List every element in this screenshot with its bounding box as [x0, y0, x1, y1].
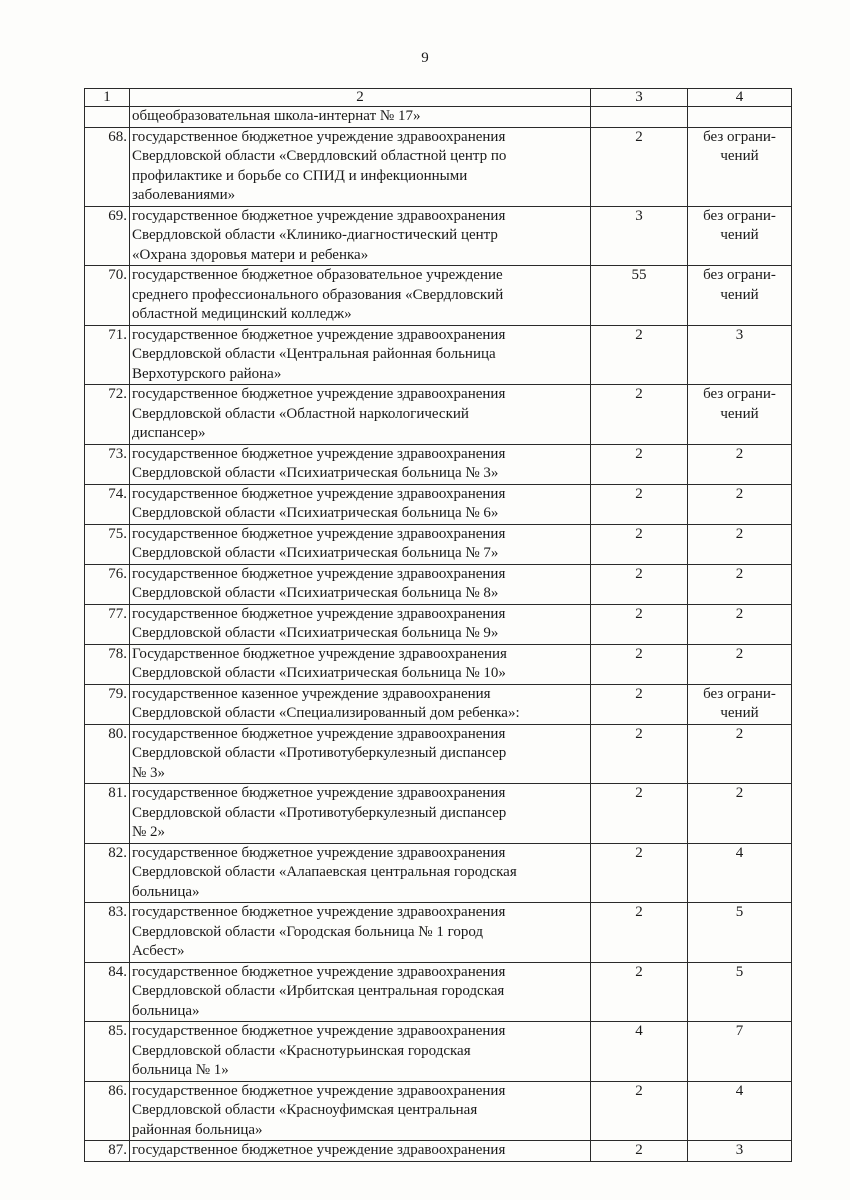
column-3-value: 2	[635, 844, 643, 861]
institution-name-cell	[130, 325, 591, 385]
row-number-cell: 76.	[85, 564, 130, 604]
institution-name-line: Свердловской области «Клинико-диагностический центр	[132, 227, 498, 243]
institution-name-line: Свердловской области «Психиатрическая больница № 3»	[132, 465, 499, 481]
column-3-cell	[591, 903, 688, 963]
table-row	[85, 604, 792, 644]
table-row	[85, 724, 792, 784]
row-number-cell: 69.	[85, 206, 130, 266]
institution-name-cell	[130, 127, 591, 206]
institution-name-line: больница № 1»	[132, 1062, 229, 1078]
row-number-cell: 74.	[85, 484, 130, 524]
table-row	[85, 644, 792, 684]
table-row	[85, 206, 792, 266]
table-row	[85, 564, 792, 604]
institution-name-line: среднего профессионального образования «Свердловский	[132, 286, 504, 303]
institution-name-line: Свердловской области «Психиатрическая больница № 9»	[132, 625, 499, 641]
institution-name-line: Свердловской области «Центральная районная больница	[132, 346, 496, 362]
column-3-value: 2	[635, 326, 643, 343]
column-3-value: 2	[635, 525, 643, 542]
table-row	[85, 843, 792, 903]
row-number-cell: 75.	[85, 524, 130, 564]
column-3-value: 2	[635, 685, 643, 702]
institution-name-line: Свердловской области «Специализированный дом ребенка»:	[132, 705, 520, 721]
institution-name-line: Свердловской области «Свердловский областной центр по	[132, 148, 507, 164]
row-number-cell: 70.	[85, 266, 130, 326]
institution-name-line: общеобразовательная школа-интернат № 17»	[132, 108, 421, 124]
column-3-value: 2	[635, 445, 643, 462]
institution-name-line: государственное бюджетное учреждение здравоохранения	[132, 485, 506, 502]
table-row	[85, 962, 792, 1022]
institution-name-cell	[130, 107, 591, 128]
institution-name-line: государственное бюджетное учреждение здравоохранения	[132, 725, 506, 742]
column-3-cell	[591, 206, 688, 266]
page-number: 9	[421, 50, 429, 66]
row-number-cell: 86.	[85, 1081, 130, 1141]
column-4-cell	[688, 484, 792, 524]
table-row	[85, 524, 792, 564]
institution-name-line: государственное бюджетное образовательное учреждение	[132, 267, 503, 283]
column-4-value: 7	[735, 1023, 744, 1039]
institution-name-line: «Охрана здоровья матери и ребенка»	[132, 246, 369, 263]
column-4-cell	[688, 524, 792, 564]
institution-name-line: государственное бюджетное учреждение здравоохранения	[132, 207, 506, 224]
institution-name-line: Асбест»	[132, 943, 185, 959]
institution-name-line: профилактике и борьбе со СПИД и инфекционными	[132, 167, 468, 184]
column-4-value: без ограни-	[703, 267, 776, 283]
institution-name-line: государственное казенное учреждение здравоохранения	[132, 685, 491, 702]
table-row	[85, 1081, 792, 1141]
table-row	[85, 903, 792, 963]
institution-name-line: Свердловской области «Противотуберкулезный диспансер	[132, 804, 507, 821]
institution-name-cell	[130, 644, 591, 684]
column-3-cell	[591, 325, 688, 385]
institution-name-line: Свердловской области «Алапаевская центральная городская	[132, 864, 517, 880]
row-number-cell: 68.	[85, 127, 130, 206]
column-4-value: 2	[735, 485, 744, 502]
row-number-cell: 78.	[85, 644, 130, 684]
institution-name-line: Свердловской области «Психиатрическая больница № 7»	[132, 545, 499, 561]
column-4-cell	[688, 604, 792, 644]
column-3-value: 3	[635, 207, 643, 224]
column-4-value: 2	[735, 565, 744, 582]
institution-name-line: государственное бюджетное учреждение здравоохранения	[132, 844, 506, 861]
table-row	[85, 266, 792, 326]
header-cell-3: 3	[591, 89, 688, 107]
table-row	[85, 784, 792, 844]
column-4-cell	[688, 444, 792, 484]
institution-name-line: государственное бюджетное учреждение здравоохранения	[132, 785, 506, 801]
institution-name-line: больница»	[132, 1002, 200, 1019]
column-4-value: без ограни-	[703, 386, 776, 402]
column-4-value: чений	[720, 227, 759, 243]
institution-name-cell	[130, 266, 591, 326]
column-3-cell	[591, 684, 688, 724]
institution-name-cell	[130, 206, 591, 266]
column-4-value: 5	[735, 904, 744, 920]
column-3-value: 2	[635, 904, 643, 920]
institution-name-cell	[130, 385, 591, 445]
institution-name-cell	[130, 1081, 591, 1141]
column-3-value: 4	[635, 1023, 643, 1039]
column-4-cell	[688, 962, 792, 1022]
table-row	[85, 1141, 792, 1162]
institution-name-cell	[130, 724, 591, 784]
column-3-cell	[591, 484, 688, 524]
column-3-cell	[591, 127, 688, 206]
column-4-value: 2	[735, 445, 744, 462]
row-number-cell: 71.	[85, 325, 130, 385]
column-3-value: 2	[635, 725, 643, 742]
table-row	[85, 1022, 792, 1082]
column-3-cell	[591, 266, 688, 326]
institution-name-cell	[130, 784, 591, 844]
row-number-cell: 87.	[85, 1141, 130, 1162]
column-4-value: 2	[735, 525, 744, 542]
row-number-cell: 83.	[85, 903, 130, 963]
column-3-cell	[591, 843, 688, 903]
institution-name-line: Свердловской области «Ирбитская центральная городская	[132, 983, 505, 999]
institution-name-line: государственное бюджетное учреждение здравоохранения	[132, 128, 506, 145]
column-3-cell	[591, 564, 688, 604]
header-cell-2: 2	[130, 89, 591, 107]
column-4-value: 2	[735, 605, 744, 622]
institution-name-cell	[130, 484, 591, 524]
column-4-cell	[688, 266, 792, 326]
institution-name-cell	[130, 444, 591, 484]
institution-name-line: № 3»	[132, 764, 166, 781]
institution-name-line: государственное бюджетное учреждение здравоохранения	[132, 445, 506, 462]
institution-name-cell	[130, 564, 591, 604]
institution-name-line: Свердловской области «Психиатрическая больница № 8»	[132, 585, 499, 601]
column-3-value: 2	[635, 785, 643, 801]
row-number-cell: 81.	[85, 784, 130, 844]
column-3-value: 55	[631, 267, 647, 283]
institution-name-line: Свердловской области «Краснотурьинская городская	[132, 1042, 471, 1059]
allocation-table	[84, 88, 792, 1162]
column-4-value: 2	[735, 645, 744, 662]
table-row	[85, 107, 792, 128]
column-3-value: 2	[635, 605, 643, 622]
row-number-cell: 85.	[85, 1022, 130, 1082]
column-3-cell	[591, 1022, 688, 1082]
column-3-cell	[591, 107, 688, 128]
institution-name-cell	[130, 604, 591, 644]
institution-name-line: государственное бюджетное учреждение здравоохранения	[132, 1142, 506, 1158]
institution-name-line: № 2»	[132, 824, 166, 840]
institution-name-line: Свердловской области «Городская больница № 1 город	[132, 923, 484, 940]
institution-name-line: Государственное бюджетное учреждение здравоохранения	[132, 645, 507, 662]
column-4-value: чений	[720, 705, 759, 721]
column-3-cell	[591, 1141, 688, 1162]
table-row	[85, 444, 792, 484]
institution-name-line: государственное бюджетное учреждение здравоохранения	[132, 605, 506, 622]
column-4-cell	[688, 784, 792, 844]
column-3-value: 2	[635, 963, 643, 980]
column-3-value: 2	[635, 1142, 643, 1158]
column-4-value: без ограни-	[703, 207, 776, 224]
institution-name-line: диспансер»	[132, 425, 206, 441]
column-4-cell	[688, 903, 792, 963]
table-body	[85, 89, 792, 1162]
column-4-value: 2	[735, 785, 744, 801]
column-4-value: без ограни-	[703, 685, 776, 702]
column-3-cell	[591, 724, 688, 784]
column-3-cell	[591, 644, 688, 684]
column-4-value: 4	[735, 844, 744, 861]
table-row	[85, 325, 792, 385]
column-3-cell	[591, 784, 688, 844]
row-number-cell: 72.	[85, 385, 130, 445]
column-3-cell	[591, 1081, 688, 1141]
column-4-value: без ограни-	[703, 128, 776, 145]
institution-name-line: Свердловской области «Областной наркологический	[132, 405, 469, 422]
row-number-cell: 77.	[85, 604, 130, 644]
institution-name-line: государственное бюджетное учреждение здравоохранения	[132, 565, 506, 582]
column-3-value: 2	[635, 1082, 643, 1099]
column-4-value: чений	[720, 405, 759, 422]
institution-name-line: государственное бюджетное учреждение здравоохранения	[132, 386, 506, 402]
institution-name-line: государственное бюджетное учреждение здравоохранения	[132, 904, 506, 920]
institution-name-line: больница»	[132, 883, 200, 900]
institution-name-line: районная больница»	[132, 1121, 263, 1138]
table-row	[85, 127, 792, 206]
column-4-value: чений	[720, 148, 759, 164]
institution-name-line: государственное бюджетное учреждение здравоохранения	[132, 326, 506, 343]
column-4-cell	[688, 724, 792, 784]
column-3-value: 2	[635, 645, 643, 662]
column-4-cell	[688, 1081, 792, 1141]
column-4-cell	[688, 644, 792, 684]
column-4-cell	[688, 325, 792, 385]
institution-name-line: областной медицинский колледж»	[132, 306, 352, 322]
institution-name-cell	[130, 1141, 591, 1162]
row-number-cell: 82.	[85, 843, 130, 903]
column-4-value: чений	[720, 286, 759, 303]
institution-name-line: Свердловской области «Противотуберкулезный диспансер	[132, 745, 507, 761]
column-3-cell	[591, 962, 688, 1022]
column-3-cell	[591, 385, 688, 445]
column-3-value: 2	[635, 565, 643, 582]
row-number-cell: 84.	[85, 962, 130, 1022]
institution-name-line: государственное бюджетное учреждение здравоохранения	[132, 1023, 506, 1039]
column-4-cell	[688, 564, 792, 604]
institution-name-cell	[130, 843, 591, 903]
row-number-cell	[85, 107, 130, 128]
table-row	[85, 385, 792, 445]
table-row	[85, 684, 792, 724]
table-header-row	[85, 89, 792, 107]
institution-name-line: Свердловской области «Психиатрическая больница № 6»	[132, 505, 499, 521]
column-3-cell	[591, 444, 688, 484]
column-4-cell	[688, 127, 792, 206]
column-3-value: 2	[635, 485, 643, 502]
column-4-cell	[688, 1022, 792, 1082]
header-cell-4: 4	[688, 89, 792, 107]
column-4-cell	[688, 107, 792, 128]
institution-name-line: государственное бюджетное учреждение здравоохранения	[132, 525, 506, 542]
row-number-cell: 73.	[85, 444, 130, 484]
column-3-cell	[591, 604, 688, 644]
column-3-value: 2	[635, 386, 643, 402]
institution-name-cell	[130, 1022, 591, 1082]
column-4-cell	[688, 385, 792, 445]
header-cell-1: 1	[85, 89, 130, 107]
column-4-value: 2	[735, 725, 744, 742]
institution-name-line: заболеваниями»	[132, 187, 236, 203]
institution-name-cell	[130, 524, 591, 564]
row-number-cell: 79.	[85, 684, 130, 724]
institution-name-line: Свердловской области «Красноуфимская центральная	[132, 1102, 478, 1118]
institution-name-line: Верхотурского района»	[132, 365, 282, 382]
column-4-cell	[688, 843, 792, 903]
column-3-value: 2	[635, 128, 643, 145]
column-4-value: 3	[735, 1142, 744, 1158]
institution-name-line: Свердловской области «Психиатрическая больница № 10»	[132, 665, 506, 681]
institution-name-line: государственное бюджетное учреждение здравоохранения	[132, 963, 506, 980]
institution-name-line: государственное бюджетное учреждение здравоохранения	[132, 1082, 506, 1099]
column-4-value: 3	[735, 326, 744, 343]
column-4-cell	[688, 1141, 792, 1162]
institution-name-cell	[130, 903, 591, 963]
column-4-cell	[688, 206, 792, 266]
institution-name-cell	[130, 962, 591, 1022]
column-3-cell	[591, 524, 688, 564]
column-4-value: 5	[735, 963, 744, 980]
row-number-cell: 80.	[85, 724, 130, 784]
table-row	[85, 484, 792, 524]
column-4-value: 4	[735, 1082, 744, 1099]
column-4-cell	[688, 684, 792, 724]
institution-name-cell	[130, 684, 591, 724]
